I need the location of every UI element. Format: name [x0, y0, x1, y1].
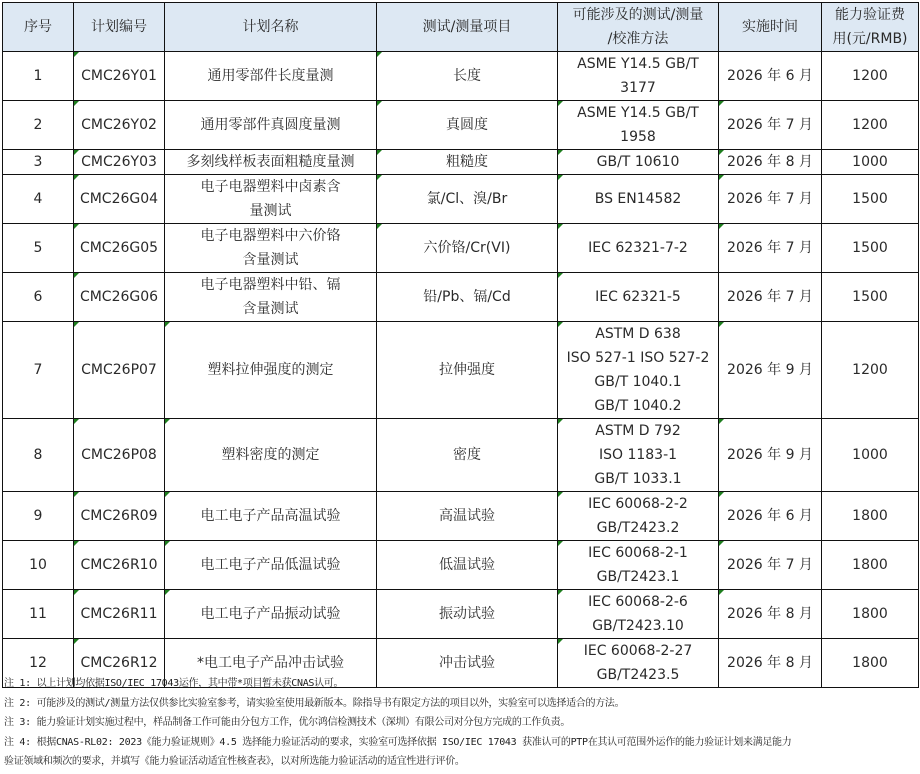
fee-cell: 1200 — [822, 322, 919, 419]
seq-cell: 2 — [3, 101, 74, 150]
header-plan-name: 计划名称 — [165, 3, 377, 52]
plan-code-cell: CMC26Y02 — [74, 101, 165, 150]
plan-name-cell: 多刻线样板表面粗糙度量测 — [165, 150, 377, 175]
fee-cell: 1500 — [822, 224, 919, 273]
table-row — [3, 419, 919, 492]
seq-cell: 8 — [3, 419, 74, 492]
methods-cell: ASME Y14.5 GB/T 3177 — [558, 52, 719, 101]
methods-cell: ASTM D 792 ISO 1183-1 GB/T 1033.1 — [558, 419, 719, 492]
table-row — [3, 541, 919, 590]
table-row — [3, 175, 919, 224]
note-4: 注 4: 根据CNAS-RL02: 2023《能力验证规则》4.5 选择能力验证活动的要求，实验室可选择依据 ISO/IEC 17043 获准认可的PTP在其认可范围外运作的能力验证计划来满足能力 — [4, 736, 792, 748]
table-row — [3, 150, 919, 175]
table-row — [3, 322, 919, 419]
schedule-cell: 2026 年 6 月 — [719, 492, 822, 541]
methods-cell: IEC 60068-2-1 GB/T2423.1 — [558, 541, 719, 590]
test-item-cell: 六价铬/Cr(VI) — [377, 224, 558, 273]
plan-name-cell: 塑料拉伸强度的测定 — [165, 322, 377, 419]
plan-name-cell: 电工电子产品低温试验 — [165, 541, 377, 590]
plan-name-cell: *电工电子产品冲击试验 — [165, 639, 377, 688]
plan-code-cell: CMC26R10 — [74, 541, 165, 590]
test-item-cell: 冲击试验 — [377, 639, 558, 688]
fee-cell: 1000 — [822, 419, 919, 492]
test-item-cell: 密度 — [377, 419, 558, 492]
seq-cell: 10 — [3, 541, 74, 590]
methods-cell: ASTM D 638 ISO 527-1 ISO 527-2 GB/T 1040.1 GB/T 1040.2 — [558, 322, 719, 419]
seq-cell: 9 — [3, 492, 74, 541]
fee-cell: 1200 — [822, 52, 919, 101]
methods-cell: BS EN14582 — [558, 175, 719, 224]
table-row — [3, 590, 919, 639]
fee-cell: 1500 — [822, 175, 919, 224]
methods-cell: ASME Y14.5 GB/T 1958 — [558, 101, 719, 150]
schedule-cell: 2026 年 8 月 — [719, 590, 822, 639]
proficiency-testing-plan-table — [2, 2, 919, 688]
plan-name-cell: 电子电器塑料中铅、镉 含量测试 — [165, 273, 377, 322]
note-2: 注 2: 可能涉及的测试/测量方法仅供参比实验室参考，请实验室使用最新版本。除指导书有限定方法的项目以外，实验室可以选择适合的方法。 — [4, 697, 625, 709]
methods-cell: GB/T 10610 — [558, 150, 719, 175]
fee-cell: 1800 — [822, 492, 919, 541]
fee-cell: 1200 — [822, 101, 919, 150]
test-item-cell: 长度 — [377, 52, 558, 101]
test-item-cell: 拉伸强度 — [377, 322, 558, 419]
plan-name-cell: 通用零部件长度量测 — [165, 52, 377, 101]
header-methods: 可能涉及的测试/测量 /校准方法 — [558, 3, 719, 52]
plan-name-cell: 电工电子产品振动试验 — [165, 590, 377, 639]
schedule-cell: 2026 年 7 月 — [719, 224, 822, 273]
seq-cell: 5 — [3, 224, 74, 273]
schedule-cell: 2026 年 6 月 — [719, 52, 822, 101]
note-3: 注 3: 能力验证计划实施过程中，样品制备工作可能由分包方工作，优尔鸿信检测技术（深圳）有限公司对分包方完成的工作负责。 — [4, 717, 571, 728]
schedule-cell: 2026 年 7 月 — [719, 101, 822, 150]
methods-cell: IEC 60068-2-2 GB/T2423.2 — [558, 492, 719, 541]
fee-cell: 1500 — [822, 273, 919, 322]
plan-code-cell: CMC26R09 — [74, 492, 165, 541]
header-schedule: 实施时间 — [719, 3, 822, 52]
test-item-cell: 振动试验 — [377, 590, 558, 639]
header-seq: 序号 — [3, 3, 74, 52]
plan-code-cell: CMC26P08 — [74, 419, 165, 492]
schedule-cell: 2026 年 8 月 — [719, 639, 822, 688]
note-1: 注 1: 以上计划均依据ISO/IEC 17043运作，其中带*项目暂未获CNAS认可。 — [4, 678, 344, 689]
seq-cell: 3 — [3, 150, 74, 175]
test-item-cell: 低温试验 — [377, 541, 558, 590]
table-row — [3, 101, 919, 150]
seq-cell: 12 — [3, 639, 74, 688]
table-row — [3, 224, 919, 273]
header-row — [3, 3, 919, 52]
header-fee: 能力验证费 用(元/RMB) — [822, 3, 919, 52]
plan-code-cell: CMC26P07 — [74, 322, 165, 419]
plan-code-cell: CMC26G05 — [74, 224, 165, 273]
plan-code-cell: CMC26G04 — [74, 175, 165, 224]
plan-code-cell: CMC26Y03 — [74, 150, 165, 175]
plan-name-cell: 塑料密度的测定 — [165, 419, 377, 492]
schedule-cell: 2026 年 9 月 — [719, 322, 822, 419]
fee-cell: 1800 — [822, 590, 919, 639]
methods-cell: IEC 60068-2-27 GB/T2423.5 — [558, 639, 719, 688]
header-plan-code: 计划编号 — [74, 3, 165, 52]
seq-cell: 6 — [3, 273, 74, 322]
plan-code-cell: CMC26Y01 — [74, 52, 165, 101]
table-row — [3, 52, 919, 101]
plan-code-cell: CMC26G06 — [74, 273, 165, 322]
methods-cell: IEC 60068-2-6 GB/T2423.10 — [558, 590, 719, 639]
footnotes — [4, 674, 916, 772]
schedule-cell: 2026 年 7 月 — [719, 175, 822, 224]
table-row — [3, 492, 919, 541]
test-item-cell: 粗糙度 — [377, 150, 558, 175]
plan-code-cell: CMC26R11 — [74, 590, 165, 639]
plan-name-cell: 电工电子产品高温试验 — [165, 492, 377, 541]
schedule-cell: 2026 年 7 月 — [719, 273, 822, 322]
plan-name-cell: 电子电器塑料中卤素含 量测试 — [165, 175, 377, 224]
table-row — [3, 273, 919, 322]
note-4-continued: 验证领域和频次的要求，并填写《能力验证活动适宜性核查表》，以对所选能力验证活动的适宜性进行评价。 — [4, 756, 465, 767]
fee-cell: 1000 — [822, 150, 919, 175]
schedule-cell: 2026 年 8 月 — [719, 150, 822, 175]
test-item-cell: 真圆度 — [377, 101, 558, 150]
fee-cell: 1800 — [822, 541, 919, 590]
seq-cell: 1 — [3, 52, 74, 101]
test-item-cell: 高温试验 — [377, 492, 558, 541]
plan-name-cell: 通用零部件真圆度量测 — [165, 101, 377, 150]
seq-cell: 4 — [3, 175, 74, 224]
methods-cell: IEC 62321-7-2 — [558, 224, 719, 273]
schedule-cell: 2026 年 7 月 — [719, 541, 822, 590]
fee-cell: 1800 — [822, 639, 919, 688]
plan-code-cell: CMC26R12 — [74, 639, 165, 688]
seq-cell: 7 — [3, 322, 74, 419]
seq-cell: 11 — [3, 590, 74, 639]
plan-name-cell: 电子电器塑料中六价铬 含量测试 — [165, 224, 377, 273]
methods-cell: IEC 62321-5 — [558, 273, 719, 322]
schedule-cell: 2026 年 9 月 — [719, 419, 822, 492]
header-test-item: 测试/测量项目 — [377, 3, 558, 52]
test-item-cell: 铅/Pb、镉/Cd — [377, 273, 558, 322]
test-item-cell: 氯/Cl、溴/Br — [377, 175, 558, 224]
